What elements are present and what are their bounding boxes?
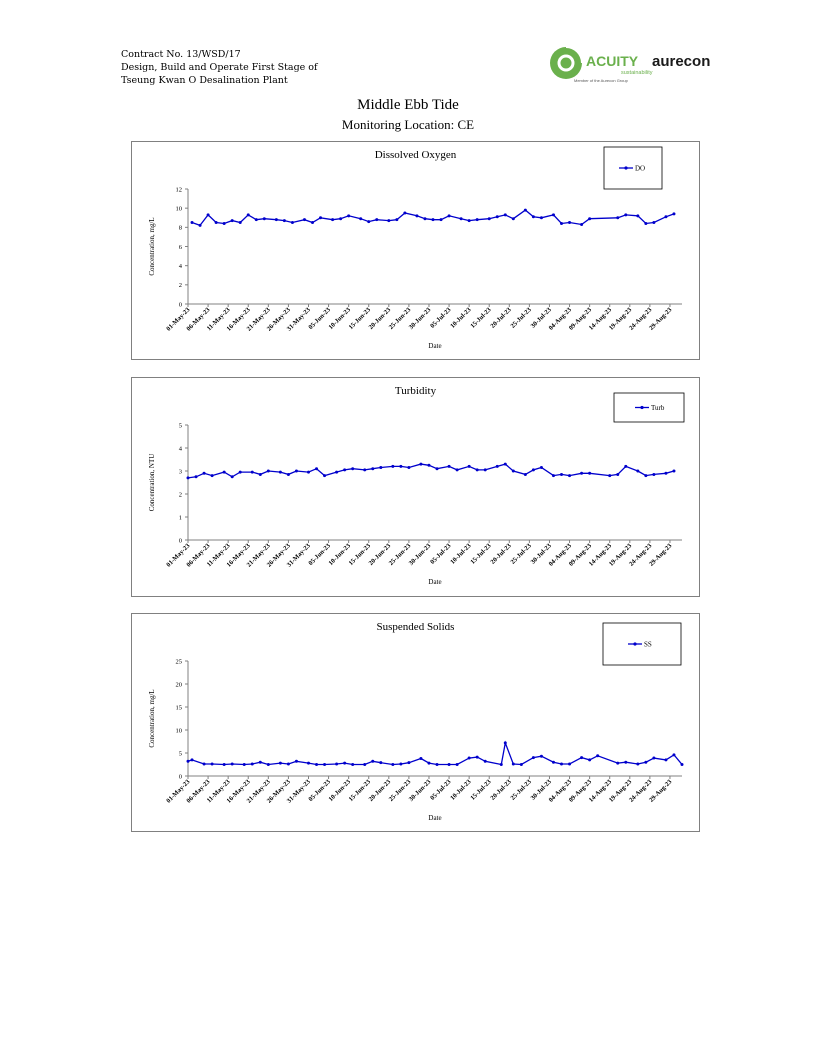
y-tick-label: 0	[178, 301, 182, 309]
y-tick-label: 5	[178, 750, 182, 758]
x-tick-label: 21-May-23	[245, 542, 272, 569]
x-tick-label: 01-May-23	[165, 542, 192, 569]
data-point	[391, 763, 394, 766]
data-point	[423, 217, 426, 220]
data-point	[407, 761, 410, 764]
x-tick-label: 10-Jun-23	[327, 542, 353, 568]
x-tick-label: 31-May-23	[285, 778, 312, 805]
data-point	[431, 218, 434, 221]
x-tick-label: 26-May-23	[265, 306, 292, 333]
data-point	[672, 470, 675, 473]
data-point	[195, 475, 198, 478]
data-point	[440, 218, 443, 221]
data-point	[560, 222, 563, 225]
x-tick-label: 16-May-23	[225, 778, 252, 805]
data-point	[616, 473, 619, 476]
data-point	[588, 472, 591, 475]
y-tick-label: 2	[178, 282, 182, 290]
data-point	[436, 467, 439, 470]
x-tick-label: 20-Jun-23	[367, 306, 393, 332]
x-tick-label: 10-Jun-23	[327, 306, 353, 332]
x-tick-label: 05-Jul-23	[429, 778, 453, 802]
x-tick-label: 19-Aug-23	[607, 542, 634, 568]
data-point	[636, 470, 639, 473]
legend-label: DO	[635, 164, 646, 173]
data-point	[468, 465, 471, 468]
x-tick-label: 29-Aug-23	[647, 306, 674, 332]
data-point	[295, 760, 298, 763]
chart-dissolved-oxygen	[131, 141, 700, 360]
data-point	[199, 224, 202, 227]
data-point	[512, 763, 515, 766]
data-point	[343, 468, 346, 471]
x-tick-label: 25-Jun-23	[387, 306, 413, 332]
turbidity-plot	[132, 378, 699, 596]
data-point	[488, 217, 491, 220]
data-point	[644, 761, 647, 764]
data-point	[375, 218, 378, 221]
y-tick-label: 6	[178, 243, 182, 251]
data-point	[560, 763, 563, 766]
x-tick-label: 20-Jun-23	[367, 542, 393, 568]
y-tick-label: 2	[178, 491, 182, 499]
data-point	[379, 761, 382, 764]
x-tick-label: 04-Aug-23	[547, 778, 573, 804]
data-point	[568, 474, 571, 477]
data-point	[343, 762, 346, 765]
x-tick-label: 20-Jul-23	[489, 778, 513, 802]
data-point	[664, 215, 667, 218]
x-axis-label: Date	[428, 342, 442, 350]
data-point	[279, 762, 282, 765]
x-tick-label: 09-Aug-23	[567, 306, 594, 332]
acuity-member: Member of the Aurecon Group	[574, 78, 628, 83]
data-point	[231, 763, 234, 766]
data-point	[504, 213, 507, 216]
data-point	[552, 474, 555, 477]
project-line-2: Tseung Kwan O Desalination Plant	[121, 75, 288, 86]
data-point	[303, 218, 306, 221]
x-tick-label: 06-May-23	[185, 778, 212, 805]
data-point	[419, 463, 422, 466]
data-point	[520, 763, 523, 766]
data-point	[363, 468, 366, 471]
data-point	[239, 221, 242, 224]
data-point	[399, 465, 402, 468]
x-tick-label: 21-May-23	[245, 306, 272, 333]
x-tick-label: 10-Jul-23	[449, 778, 473, 802]
data-point	[588, 758, 591, 761]
x-tick-label: 01-May-23	[165, 778, 192, 805]
x-tick-label: 11-May-23	[205, 778, 232, 805]
data-point	[427, 762, 430, 765]
data-point	[652, 221, 655, 224]
x-tick-label: 10-Jun-23	[327, 778, 353, 804]
data-point	[187, 476, 190, 479]
x-tick-label: 25-Jul-23	[509, 306, 533, 330]
x-tick-label: 14-Aug-23	[587, 306, 614, 332]
y-tick-label: 4	[178, 262, 182, 270]
data-point	[484, 760, 487, 763]
data-point	[484, 468, 487, 471]
x-tick-label: 24-Aug-23	[627, 306, 654, 332]
x-tick-label: 04-Aug-23	[547, 306, 573, 332]
data-point	[624, 465, 627, 468]
data-point	[568, 763, 571, 766]
data-point	[672, 212, 675, 215]
data-point	[247, 213, 250, 216]
x-tick-label: 20-Jun-23	[367, 778, 393, 804]
y-axis-label: Concentration, mg/L	[148, 217, 156, 276]
data-point	[448, 465, 451, 468]
data-point	[379, 466, 382, 469]
x-tick-label: 15-Jul-23	[469, 542, 493, 566]
data-point	[580, 472, 583, 475]
data-point	[255, 218, 258, 221]
x-tick-label: 16-May-23	[225, 542, 252, 569]
x-tick-label: 29-Aug-23	[647, 542, 674, 568]
data-point	[243, 763, 246, 766]
data-point	[588, 217, 591, 220]
x-tick-label: 21-May-23	[245, 778, 272, 805]
x-tick-label: 10-Jul-23	[449, 306, 473, 330]
data-point	[456, 763, 459, 766]
y-tick-label: 8	[178, 224, 182, 232]
y-tick-label: 25	[175, 658, 182, 666]
x-tick-label: 06-May-23	[185, 306, 212, 333]
data-point	[624, 761, 627, 764]
data-point	[524, 473, 527, 476]
contract-number: Contract No. 13/WSD/17	[121, 49, 241, 60]
data-point	[231, 475, 234, 478]
x-tick-label: 30-Jul-23	[529, 306, 553, 330]
data-point	[211, 763, 214, 766]
data-point	[211, 474, 214, 477]
data-point	[636, 214, 639, 217]
x-tick-label: 24-Aug-23	[627, 778, 654, 804]
data-point	[427, 464, 430, 467]
data-point	[191, 221, 194, 224]
x-tick-label: 15-Jun-23	[347, 778, 373, 804]
x-tick-label: 15-Jul-23	[469, 306, 493, 330]
x-tick-label: 30-Jun-23	[407, 778, 433, 804]
data-point	[391, 465, 394, 468]
x-tick-label: 30-Jul-23	[529, 778, 553, 802]
y-tick-label: 4	[178, 445, 182, 453]
x-tick-label: 19-Aug-23	[607, 778, 634, 804]
data-point	[371, 467, 374, 470]
data-point	[207, 213, 210, 216]
data-point	[215, 221, 218, 224]
data-point	[664, 758, 667, 761]
data-point	[540, 216, 543, 219]
series-line	[188, 464, 674, 478]
data-point	[524, 209, 527, 212]
data-point	[560, 473, 563, 476]
data-point	[407, 466, 410, 469]
data-point	[456, 468, 459, 471]
data-point	[512, 470, 515, 473]
data-point	[203, 763, 206, 766]
data-point	[259, 761, 262, 764]
project-line-1: Design, Build and Operate First Stage of	[121, 62, 318, 73]
x-tick-label: 25-Jun-23	[387, 778, 413, 804]
data-point	[231, 219, 234, 222]
y-tick-label: 5	[178, 422, 182, 430]
x-tick-label: 05-Jul-23	[429, 542, 453, 566]
page-title: Middle Ebb Tide	[357, 97, 459, 113]
data-point	[287, 473, 290, 476]
y-tick-label: 3	[178, 468, 182, 476]
data-point	[263, 217, 266, 220]
data-point	[540, 466, 543, 469]
data-point	[335, 471, 338, 474]
x-tick-label: 26-May-23	[265, 778, 292, 805]
chart-title: Suspended Solids	[376, 621, 455, 633]
data-point	[223, 471, 226, 474]
legend-marker	[633, 642, 636, 645]
data-point	[504, 741, 507, 744]
y-tick-label: 1	[178, 514, 182, 522]
data-point	[636, 763, 639, 766]
data-point	[279, 471, 282, 474]
data-point	[468, 757, 471, 760]
x-tick-label: 20-Jul-23	[489, 542, 513, 566]
x-tick-label: 31-May-23	[285, 306, 312, 333]
y-tick-label: 0	[178, 773, 182, 781]
data-point	[223, 763, 226, 766]
x-tick-label: 15-Jun-23	[347, 306, 373, 332]
x-tick-label: 05-Jun-23	[307, 542, 332, 568]
y-tick-label: 10	[175, 205, 182, 213]
suspended-solids-plot	[132, 614, 699, 831]
x-tick-label: 29-Aug-23	[647, 778, 674, 804]
data-point	[311, 221, 314, 224]
x-tick-label: 05-Jun-23	[307, 778, 332, 804]
data-point	[275, 218, 278, 221]
y-axis-label: Concentration, NTU	[148, 453, 156, 512]
data-point	[580, 756, 583, 759]
data-point	[476, 468, 479, 471]
data-point	[395, 218, 398, 221]
x-tick-label: 14-Aug-23	[587, 542, 614, 568]
data-point	[307, 762, 310, 765]
x-tick-label: 05-Jul-23	[429, 306, 453, 330]
data-point	[295, 470, 298, 473]
chart-turbidity	[131, 377, 700, 597]
data-point	[580, 223, 583, 226]
x-tick-label: 15-Jul-23	[469, 778, 493, 802]
data-point	[251, 763, 254, 766]
x-tick-label: 11-May-23	[205, 306, 232, 333]
y-tick-label: 10	[175, 727, 182, 735]
page-subtitle: Monitoring Location: CE	[341, 117, 475, 132]
data-point	[403, 211, 406, 214]
data-point	[596, 754, 599, 757]
y-tick-label: 20	[175, 681, 182, 689]
data-point	[287, 763, 290, 766]
data-point	[335, 763, 338, 766]
x-tick-label: 05-Jun-23	[307, 306, 332, 332]
x-tick-label: 30-Jul-23	[529, 542, 553, 566]
data-point	[468, 219, 471, 222]
data-point	[540, 755, 543, 758]
x-axis-label: Date	[428, 578, 442, 586]
y-tick-label: 0	[178, 537, 182, 545]
data-point	[644, 222, 647, 225]
data-point	[315, 467, 318, 470]
data-point	[496, 215, 499, 218]
legend-label: Turb	[651, 403, 665, 412]
data-point	[367, 220, 370, 223]
data-point	[672, 753, 675, 756]
x-tick-label: 06-May-23	[185, 542, 212, 569]
data-point	[616, 216, 619, 219]
dissolved-oxygen-plot	[132, 142, 699, 359]
data-point	[359, 217, 362, 220]
x-tick-label: 01-May-23	[165, 306, 192, 333]
data-point	[652, 473, 655, 476]
data-point	[664, 472, 667, 475]
data-point	[187, 760, 190, 763]
chart-title: Turbidity	[394, 385, 437, 397]
data-point	[608, 474, 611, 477]
data-point	[307, 471, 310, 474]
data-point	[267, 763, 270, 766]
data-point	[323, 763, 326, 766]
data-point	[339, 217, 342, 220]
data-point	[644, 474, 647, 477]
y-axis-label: Concentration, mg/L	[148, 689, 156, 748]
x-tick-label: 31-May-23	[285, 542, 312, 569]
x-tick-label: 11-May-23	[205, 542, 232, 569]
data-point	[532, 756, 535, 759]
x-tick-label: 25-Jul-23	[509, 778, 533, 802]
data-point	[532, 468, 535, 471]
x-tick-label: 16-May-23	[225, 306, 252, 333]
acuity-logo	[550, 47, 653, 83]
data-point	[504, 463, 507, 466]
acuity-sub: sustainability	[621, 70, 653, 76]
y-tick-label: 12	[175, 186, 182, 194]
data-point	[460, 217, 463, 220]
data-point	[291, 221, 294, 224]
data-point	[652, 757, 655, 760]
x-tick-label: 04-Aug-23	[547, 542, 573, 568]
x-tick-label: 20-Jul-23	[489, 306, 513, 330]
data-point	[251, 471, 254, 474]
data-point	[415, 214, 418, 217]
data-point	[419, 757, 422, 760]
x-tick-label: 15-Jun-23	[347, 542, 373, 568]
data-point	[315, 763, 318, 766]
data-point	[552, 213, 555, 216]
data-point	[191, 758, 194, 761]
series-line	[188, 743, 682, 765]
data-point	[476, 756, 479, 759]
y-tick-label: 15	[175, 704, 182, 712]
x-tick-label: 30-Jun-23	[407, 542, 433, 568]
data-point	[624, 213, 627, 216]
data-point	[259, 473, 262, 476]
x-tick-label: 14-Aug-23	[587, 778, 614, 804]
data-point	[568, 221, 571, 224]
chart-title: Dissolved Oxygen	[374, 149, 457, 161]
data-point	[387, 219, 390, 222]
data-point	[512, 217, 515, 220]
data-point	[283, 219, 286, 222]
data-point	[500, 763, 503, 766]
x-tick-label: 09-Aug-23	[567, 778, 594, 804]
x-tick-label: 25-Jul-23	[509, 542, 533, 566]
data-point	[496, 465, 499, 468]
legend-marker	[640, 406, 643, 409]
chart-suspended-solids	[131, 613, 700, 832]
data-point	[239, 471, 242, 474]
data-point	[319, 216, 322, 219]
legend-marker	[624, 166, 627, 169]
data-point	[371, 760, 374, 763]
data-point	[681, 763, 684, 766]
data-point	[223, 222, 226, 225]
acuity-name: ACUITY	[586, 53, 639, 69]
legend-label: SS	[644, 640, 652, 649]
data-point	[267, 470, 270, 473]
data-point	[616, 762, 619, 765]
data-point	[448, 214, 451, 217]
data-point	[532, 215, 535, 218]
x-axis-label: Date	[428, 814, 442, 822]
data-point	[476, 218, 479, 221]
x-tick-label: 30-Jun-23	[407, 306, 433, 332]
data-point	[363, 763, 366, 766]
aurecon-logo: aurecon	[652, 53, 711, 70]
data-point	[323, 474, 326, 477]
data-point	[552, 761, 555, 764]
x-tick-label: 24-Aug-23	[627, 542, 654, 568]
x-tick-label: 25-Jun-23	[387, 542, 413, 568]
data-point	[399, 763, 402, 766]
data-point	[351, 763, 354, 766]
data-point	[331, 218, 334, 221]
data-point	[448, 763, 451, 766]
document-header	[121, 48, 318, 87]
data-point	[347, 214, 350, 217]
x-tick-label: 19-Aug-23	[607, 306, 634, 332]
company-logos	[548, 44, 718, 84]
data-point	[351, 467, 354, 470]
x-tick-label: 26-May-23	[265, 542, 292, 569]
data-point	[203, 472, 206, 475]
data-point	[436, 763, 439, 766]
x-tick-label: 09-Aug-23	[567, 542, 594, 568]
x-tick-label: 10-Jul-23	[449, 542, 473, 566]
